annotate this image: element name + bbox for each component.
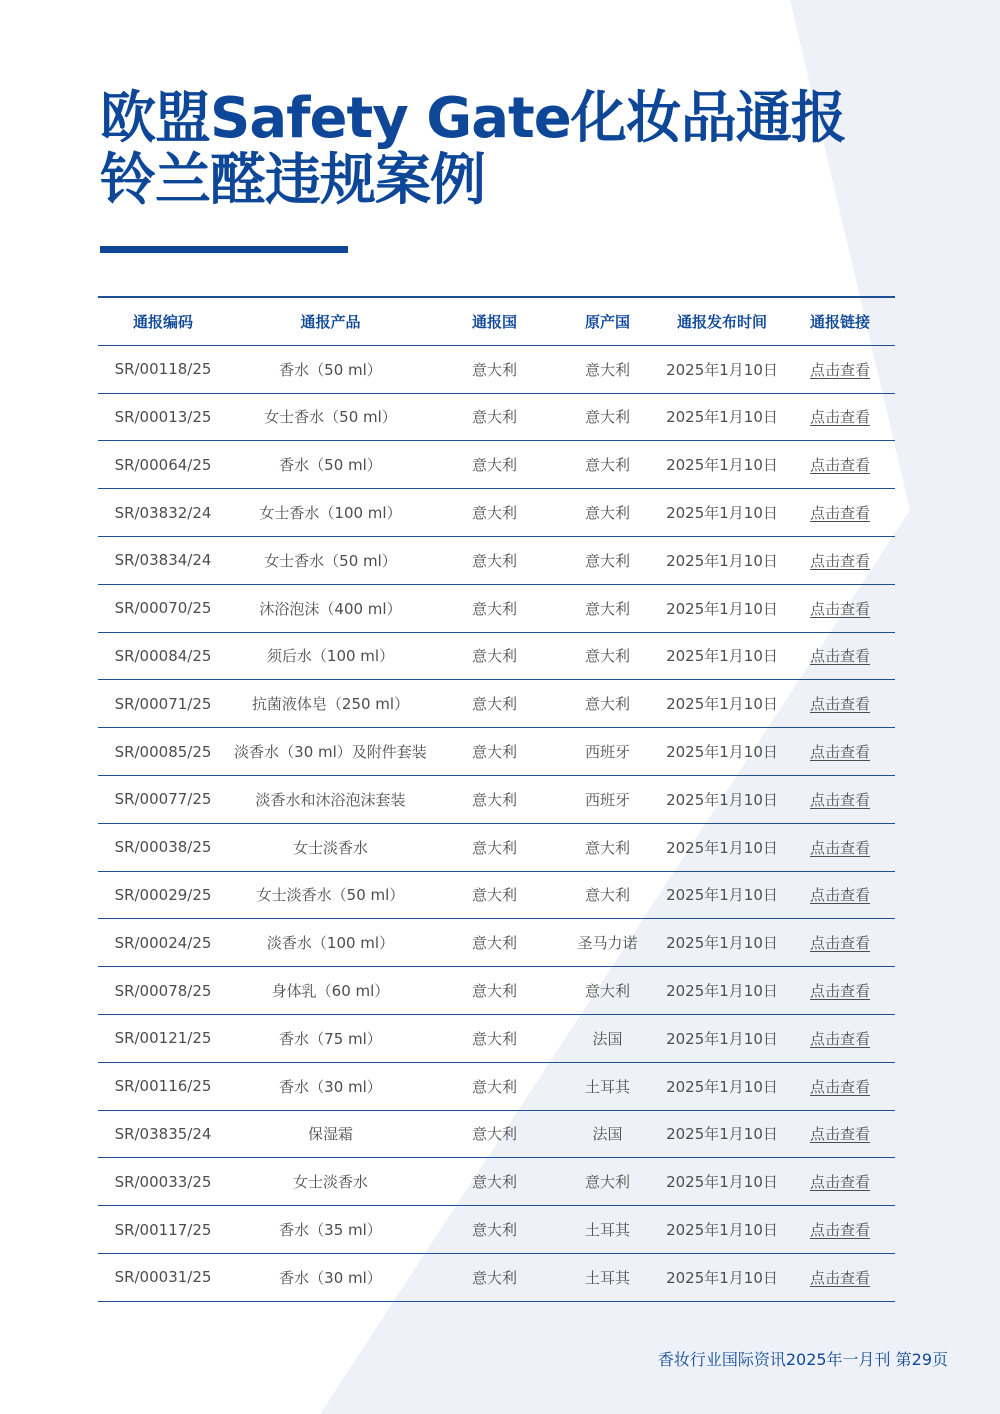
table-row bbox=[98, 919, 895, 967]
view-link[interactable]: 点击查看 bbox=[809, 1173, 870, 1192]
cell-code: SR/00121/25 bbox=[98, 1014, 228, 1062]
table-row bbox=[98, 728, 895, 776]
cell-link bbox=[785, 919, 895, 967]
view-link[interactable]: 点击查看 bbox=[809, 1077, 870, 1096]
cell-publish-date: 2025年1月10日 bbox=[659, 1110, 785, 1158]
page-footer: 香妆行业国际资讯2025年一月刊 第29页 bbox=[657, 1350, 948, 1369]
cell-origin-country: 土耳其 bbox=[556, 1253, 659, 1301]
page-title bbox=[100, 88, 846, 212]
cell-publish-date: 2025年1月10日 bbox=[659, 1062, 785, 1110]
cell-link bbox=[785, 1110, 895, 1158]
cell-origin-country: 意大利 bbox=[556, 345, 659, 393]
cell-publish-date: 2025年1月10日 bbox=[659, 1206, 785, 1254]
cell-product: 女士香水（50 ml） bbox=[228, 393, 433, 441]
cell-publish-date: 2025年1月10日 bbox=[659, 489, 785, 537]
cell-origin-country: 西班牙 bbox=[556, 775, 659, 823]
cell-code: SR/00071/25 bbox=[98, 680, 228, 728]
cell-origin-country: 意大利 bbox=[556, 393, 659, 441]
cell-link bbox=[785, 680, 895, 728]
cell-origin-country: 意大利 bbox=[556, 967, 659, 1015]
cell-origin-country: 法国 bbox=[556, 1110, 659, 1158]
cell-code: SR/00085/25 bbox=[98, 728, 228, 776]
cell-publish-date: 2025年1月10日 bbox=[659, 632, 785, 680]
cell-product: 女士香水（50 ml） bbox=[228, 536, 433, 584]
cell-link bbox=[785, 1253, 895, 1301]
cell-publish-date: 2025年1月10日 bbox=[659, 584, 785, 632]
cell-publish-date: 2025年1月10日 bbox=[659, 345, 785, 393]
cell-notifying-country: 意大利 bbox=[433, 393, 556, 441]
cell-notifying-country: 意大利 bbox=[433, 1062, 556, 1110]
cell-link bbox=[785, 775, 895, 823]
cell-origin-country: 意大利 bbox=[556, 489, 659, 537]
view-link[interactable]: 点击查看 bbox=[809, 1268, 870, 1287]
cell-product: 淡香水（30 ml）及附件套装 bbox=[228, 728, 433, 776]
cell-code: SR/00033/25 bbox=[98, 1158, 228, 1206]
cell-notifying-country: 意大利 bbox=[433, 919, 556, 967]
table-row bbox=[98, 632, 895, 680]
table-row bbox=[98, 1014, 895, 1062]
view-link[interactable]: 点击查看 bbox=[809, 982, 870, 1001]
title-line-2: 铃兰醛违规案例 bbox=[100, 148, 485, 213]
cell-link bbox=[785, 1206, 895, 1254]
view-link[interactable]: 点击查看 bbox=[809, 360, 870, 379]
cell-code: SR/00013/25 bbox=[98, 393, 228, 441]
cell-publish-date: 2025年1月10日 bbox=[659, 871, 785, 919]
cell-origin-country: 意大利 bbox=[556, 536, 659, 584]
cell-product: 须后水（100 ml） bbox=[228, 632, 433, 680]
cell-product: 香水（30 ml） bbox=[228, 1062, 433, 1110]
cell-notifying-country: 意大利 bbox=[433, 345, 556, 393]
view-link[interactable]: 点击查看 bbox=[809, 551, 870, 570]
title-underline bbox=[100, 246, 348, 253]
table-row bbox=[98, 1253, 895, 1301]
cell-origin-country: 圣马力诺 bbox=[556, 919, 659, 967]
report-table bbox=[98, 296, 895, 1302]
cell-product: 女士香水（100 ml） bbox=[228, 489, 433, 537]
cell-product: 沐浴泡沫（400 ml） bbox=[228, 584, 433, 632]
cell-publish-date: 2025年1月10日 bbox=[659, 967, 785, 1015]
cell-origin-country: 意大利 bbox=[556, 632, 659, 680]
table-row bbox=[98, 823, 895, 871]
cell-code: SR/00077/25 bbox=[98, 775, 228, 823]
table-row bbox=[98, 536, 895, 584]
cell-notifying-country: 意大利 bbox=[433, 441, 556, 489]
cell-code: SR/00070/25 bbox=[98, 584, 228, 632]
header-publish-date: 通报发布时间 bbox=[659, 297, 785, 345]
view-link[interactable]: 点击查看 bbox=[809, 886, 870, 905]
cell-product: 香水（30 ml） bbox=[228, 1253, 433, 1301]
cell-notifying-country: 意大利 bbox=[433, 680, 556, 728]
cell-origin-country: 意大利 bbox=[556, 441, 659, 489]
header-origin-country: 原产国 bbox=[556, 297, 659, 345]
view-link[interactable]: 点击查看 bbox=[809, 599, 870, 618]
table-row bbox=[98, 1206, 895, 1254]
table-row bbox=[98, 871, 895, 919]
cell-origin-country: 土耳其 bbox=[556, 1206, 659, 1254]
cell-origin-country: 意大利 bbox=[556, 1158, 659, 1206]
table-header-row bbox=[98, 297, 895, 345]
cell-publish-date: 2025年1月10日 bbox=[659, 823, 785, 871]
cell-code: SR/00117/25 bbox=[98, 1206, 228, 1254]
cell-origin-country: 意大利 bbox=[556, 823, 659, 871]
cell-notifying-country: 意大利 bbox=[433, 584, 556, 632]
cell-origin-country: 意大利 bbox=[556, 871, 659, 919]
title-line-1: 欧盟Safety Gate化妆品通报 bbox=[100, 86, 846, 151]
cell-link bbox=[785, 632, 895, 680]
cell-notifying-country: 意大利 bbox=[433, 1014, 556, 1062]
cell-product: 香水（50 ml） bbox=[228, 441, 433, 489]
header-notifying-country: 通报国 bbox=[433, 297, 556, 345]
cell-code: SR/00116/25 bbox=[98, 1062, 228, 1110]
table-row bbox=[98, 775, 895, 823]
cell-publish-date: 2025年1月10日 bbox=[659, 919, 785, 967]
cell-code: SR/00064/25 bbox=[98, 441, 228, 489]
cell-code: SR/00084/25 bbox=[98, 632, 228, 680]
cell-code: SR/00031/25 bbox=[98, 1253, 228, 1301]
table-row bbox=[98, 441, 895, 489]
cell-product: 女士淡香水（50 ml） bbox=[228, 871, 433, 919]
cell-link bbox=[785, 441, 895, 489]
view-link[interactable]: 点击查看 bbox=[809, 1029, 870, 1048]
view-link[interactable]: 点击查看 bbox=[809, 1221, 870, 1240]
table-row bbox=[98, 680, 895, 728]
table-row bbox=[98, 1062, 895, 1110]
cell-notifying-country: 意大利 bbox=[433, 1253, 556, 1301]
cell-link bbox=[785, 823, 895, 871]
cell-link bbox=[785, 1158, 895, 1206]
cell-code: SR/00038/25 bbox=[98, 823, 228, 871]
cell-code: SR/00078/25 bbox=[98, 967, 228, 1015]
cell-code: SR/00024/25 bbox=[98, 919, 228, 967]
view-link[interactable]: 点击查看 bbox=[809, 408, 870, 427]
view-link[interactable]: 点击查看 bbox=[809, 695, 870, 714]
cell-publish-date: 2025年1月10日 bbox=[659, 775, 785, 823]
cell-notifying-country: 意大利 bbox=[433, 1158, 556, 1206]
cell-product: 淡香水（100 ml） bbox=[228, 919, 433, 967]
cell-link bbox=[785, 345, 895, 393]
cell-publish-date: 2025年1月10日 bbox=[659, 441, 785, 489]
cell-notifying-country: 意大利 bbox=[433, 1110, 556, 1158]
table-body bbox=[98, 345, 895, 1301]
table-row bbox=[98, 393, 895, 441]
table-row bbox=[98, 967, 895, 1015]
cell-notifying-country: 意大利 bbox=[433, 632, 556, 680]
cell-origin-country: 西班牙 bbox=[556, 728, 659, 776]
cell-product: 香水（35 ml） bbox=[228, 1206, 433, 1254]
table-row bbox=[98, 1158, 895, 1206]
table-row bbox=[98, 489, 895, 537]
cell-product: 淡香水和沐浴泡沫套装 bbox=[228, 775, 433, 823]
cell-code: SR/03832/24 bbox=[98, 489, 228, 537]
header-product: 通报产品 bbox=[228, 297, 433, 345]
cell-notifying-country: 意大利 bbox=[433, 823, 556, 871]
cell-publish-date: 2025年1月10日 bbox=[659, 393, 785, 441]
view-link[interactable]: 点击查看 bbox=[809, 647, 870, 666]
cell-origin-country: 意大利 bbox=[556, 584, 659, 632]
cell-product: 女士淡香水 bbox=[228, 823, 433, 871]
cell-code: SR/00029/25 bbox=[98, 871, 228, 919]
cell-link bbox=[785, 728, 895, 776]
cell-product: 保湿霜 bbox=[228, 1110, 433, 1158]
table-row bbox=[98, 584, 895, 632]
cell-link bbox=[785, 393, 895, 441]
table-row bbox=[98, 1110, 895, 1158]
cell-link bbox=[785, 871, 895, 919]
cell-link bbox=[785, 1062, 895, 1110]
cell-product: 香水（50 ml） bbox=[228, 345, 433, 393]
view-link[interactable]: 点击查看 bbox=[809, 504, 870, 523]
cell-publish-date: 2025年1月10日 bbox=[659, 1158, 785, 1206]
cell-notifying-country: 意大利 bbox=[433, 536, 556, 584]
cell-product: 身体乳（60 ml） bbox=[228, 967, 433, 1015]
cell-origin-country: 土耳其 bbox=[556, 1062, 659, 1110]
view-link[interactable]: 点击查看 bbox=[809, 934, 870, 953]
cell-link bbox=[785, 967, 895, 1015]
cell-notifying-country: 意大利 bbox=[433, 967, 556, 1015]
cell-notifying-country: 意大利 bbox=[433, 871, 556, 919]
cell-link bbox=[785, 536, 895, 584]
cell-publish-date: 2025年1月10日 bbox=[659, 728, 785, 776]
cell-product: 抗菌液体皂（250 ml） bbox=[228, 680, 433, 728]
cell-publish-date: 2025年1月10日 bbox=[659, 536, 785, 584]
view-link[interactable]: 点击查看 bbox=[809, 456, 870, 475]
cell-origin-country: 意大利 bbox=[556, 680, 659, 728]
cell-link bbox=[785, 1014, 895, 1062]
cell-product: 女士淡香水 bbox=[228, 1158, 433, 1206]
table-row bbox=[98, 345, 895, 393]
cell-notifying-country: 意大利 bbox=[433, 728, 556, 776]
cell-link bbox=[785, 584, 895, 632]
header-code: 通报编码 bbox=[98, 297, 228, 345]
cell-link bbox=[785, 489, 895, 537]
view-link[interactable]: 点击查看 bbox=[809, 838, 870, 857]
view-link[interactable]: 点击查看 bbox=[809, 790, 870, 809]
cell-code: SR/00118/25 bbox=[98, 345, 228, 393]
cell-publish-date: 2025年1月10日 bbox=[659, 680, 785, 728]
cell-origin-country: 法国 bbox=[556, 1014, 659, 1062]
cell-notifying-country: 意大利 bbox=[433, 489, 556, 537]
header-link: 通报链接 bbox=[785, 297, 895, 345]
cell-notifying-country: 意大利 bbox=[433, 775, 556, 823]
cell-publish-date: 2025年1月10日 bbox=[659, 1014, 785, 1062]
cell-code: SR/03834/24 bbox=[98, 536, 228, 584]
cell-notifying-country: 意大利 bbox=[433, 1206, 556, 1254]
cell-publish-date: 2025年1月10日 bbox=[659, 1253, 785, 1301]
cell-code: SR/03835/24 bbox=[98, 1110, 228, 1158]
view-link[interactable]: 点击查看 bbox=[809, 743, 870, 762]
view-link[interactable]: 点击查看 bbox=[809, 1125, 870, 1144]
cell-product: 香水（75 ml） bbox=[228, 1014, 433, 1062]
